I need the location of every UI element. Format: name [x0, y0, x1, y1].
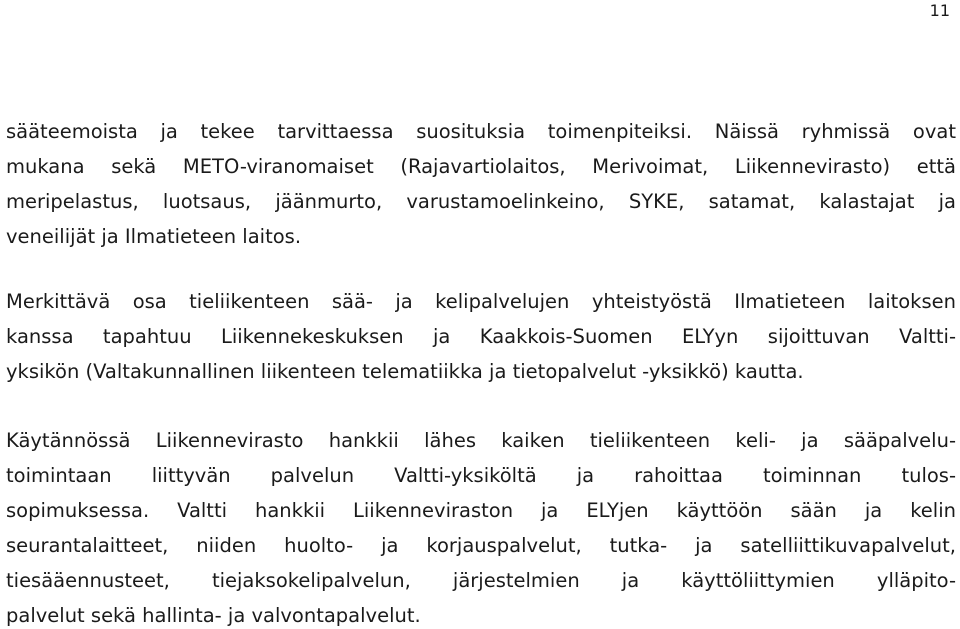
paragraph-3: [6, 423, 956, 629]
text-line: kanssa tapahtuu Liikennekeskuksen ja Kaakkois-Suomen ELYyn sijoittuvan Valtti-: [6, 325, 956, 348]
text-line: Käytännössä Liikennevirasto hankkii lähes kaiken tieliikenteen keli- ja sääpalvelu-: [6, 429, 956, 452]
text-line: yksikön (Valtakunnallinen liikenteen telematiikka ja tietopalvelut -yksikkö) kautta.: [6, 360, 804, 383]
page-number: 11: [929, 1, 950, 20]
paragraph-1: [6, 114, 956, 254]
text-line: sopimuksessa. Valtti hankkii Liikenneviraston ja ELYjen käyttöön sään ja kelin: [6, 499, 956, 522]
text-line: meripelastus, luotsaus, jäänmurto, varustamoelinkeino, SYKE, satamat, kalastajat ja: [6, 190, 956, 213]
text-line: seurantalaitteet, niiden huolto- ja korjauspalvelut, tutka- ja satelliittikuvapalvelut,: [6, 534, 956, 557]
text-line: palvelut sekä hallinta- ja valvontapalvelut.: [6, 604, 421, 627]
text-line: toimintaan liittyvän palvelun Valtti-yksiköltä ja rahoittaa toiminnan tulos-: [6, 464, 956, 487]
text-line: sääteemoista ja tekee tarvittaessa suosituksia toimenpiteiksi. Näissä ryhmissä ovat: [6, 120, 956, 143]
text-line: Merkittävä osa tieliikenteen sää- ja kelipalvelujen yhteistyöstä Ilmatieteen laitoksen: [6, 290, 956, 313]
text-line: veneilijät ja Ilmatieteen laitos.: [6, 225, 302, 248]
paragraph-2: [6, 284, 956, 389]
text-line: mukana sekä METO-viranomaiset (Rajavartiolaitos, Merivoimat, Liikennevirasto) että: [6, 155, 956, 178]
text-line: tiesääennusteet, tiejaksokelipalvelun, järjestelmien ja käyttöliittymien ylläpito-: [6, 569, 956, 592]
